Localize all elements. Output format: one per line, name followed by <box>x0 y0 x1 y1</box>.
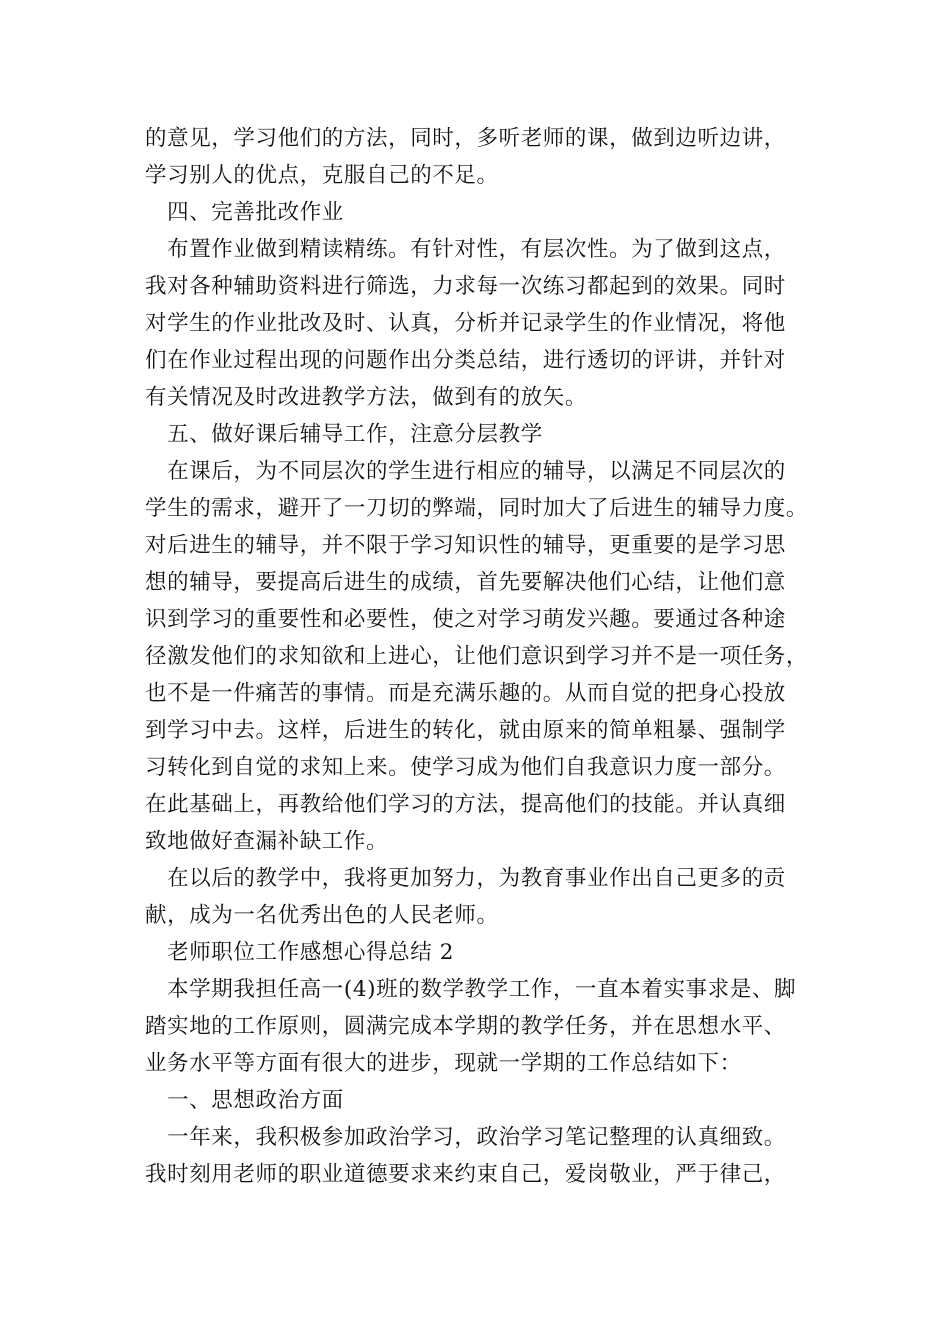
article-title: 老师职位工作感想心得总结 2 <box>145 940 455 965</box>
text-line: 在此基础上，再教给他们学习的方法，提高他们的技能。并认真细 <box>145 792 786 817</box>
text-line: 一年来，我积极参加政治学习，政治学习笔记整理的认真细致。 <box>145 1125 786 1150</box>
text-line: 径激发他们的求知欲和上进心，让他们意识到学习并不是一项任务， <box>145 644 809 669</box>
text-line: 在课后，为不同层次的学生进行相应的辅导，以满足不同层次的 <box>145 459 786 484</box>
text-line: 的意见，学习他们的方法，同时，多听老师的课，做到边听边讲， <box>145 126 786 151</box>
text-line: 布置作业做到精读精练。有针对性，有层次性。为了做到这点， <box>145 237 786 262</box>
text-line: 也不是一件痛苦的事情。而是充满乐趣的。从而自觉的把身心投放 <box>145 681 786 706</box>
section-heading: 一、思想政治方面 <box>145 1088 344 1113</box>
text-line: 致地做好查漏补缺工作。 <box>145 829 389 854</box>
text-line: 习转化到自觉的求知上来。使学习成为他们自我意识力度一部分。 <box>145 755 786 780</box>
text-line: 有关情况及时改进教学方法，做到有的放矢。 <box>145 385 588 410</box>
text-line: 在以后的教学中，我将更加努力，为教育事业作出自己更多的贡 <box>145 866 786 891</box>
text-line: 们在作业过程出现的问题作出分类总结，进行透切的评讲，并针对 <box>145 348 786 373</box>
text-line: 我时刻用老师的职业道德要求来约束自己，爱岗敬业，严于律己， <box>145 1162 786 1187</box>
text-line: 想的辅导，要提高后进生的成绩，首先要解决他们心结，让他们意 <box>145 570 786 595</box>
text-line: 踏实地的工作原则，圆满完成本学期的教学任务，并在思想水平、 <box>145 1014 786 1039</box>
text-line: 对后进生的辅导，并不限于学习知识性的辅导，更重要的是学习思 <box>145 533 786 558</box>
section-heading: 四、完善批改作业 <box>145 200 344 225</box>
text-line: 献，成为一名优秀出色的人民老师。 <box>145 903 499 928</box>
text-line: 业务水平等方面有很大的进步，现就一学期的工作总结如下： <box>145 1051 742 1076</box>
text-line: 到学习中去。这样，后进生的转化，就由原来的简单粗暴、强制学 <box>145 718 786 743</box>
text-line: 我对各种辅助资料进行筛选，力求每一次练习都起到的效果。同时 <box>145 274 786 299</box>
text-line: 学生的需求，避开了一刀切的弊端，同时加大了后进生的辅导力度。 <box>145 496 809 521</box>
text-line: 本学期我担任高一(4)班的数学教学工作，一直本着实事求是、脚 <box>145 977 797 1002</box>
section-heading: 五、做好课后辅导工作，注意分层教学 <box>145 422 543 447</box>
text-line: 识到学习的重要性和必要性，使之对学习萌发兴趣。要通过各种途 <box>145 607 786 632</box>
text-line: 学习别人的优点，克服自己的不足。 <box>145 163 499 188</box>
text-line: 对学生的作业批改及时、认真，分析并记录学生的作业情况，将他 <box>145 311 786 336</box>
